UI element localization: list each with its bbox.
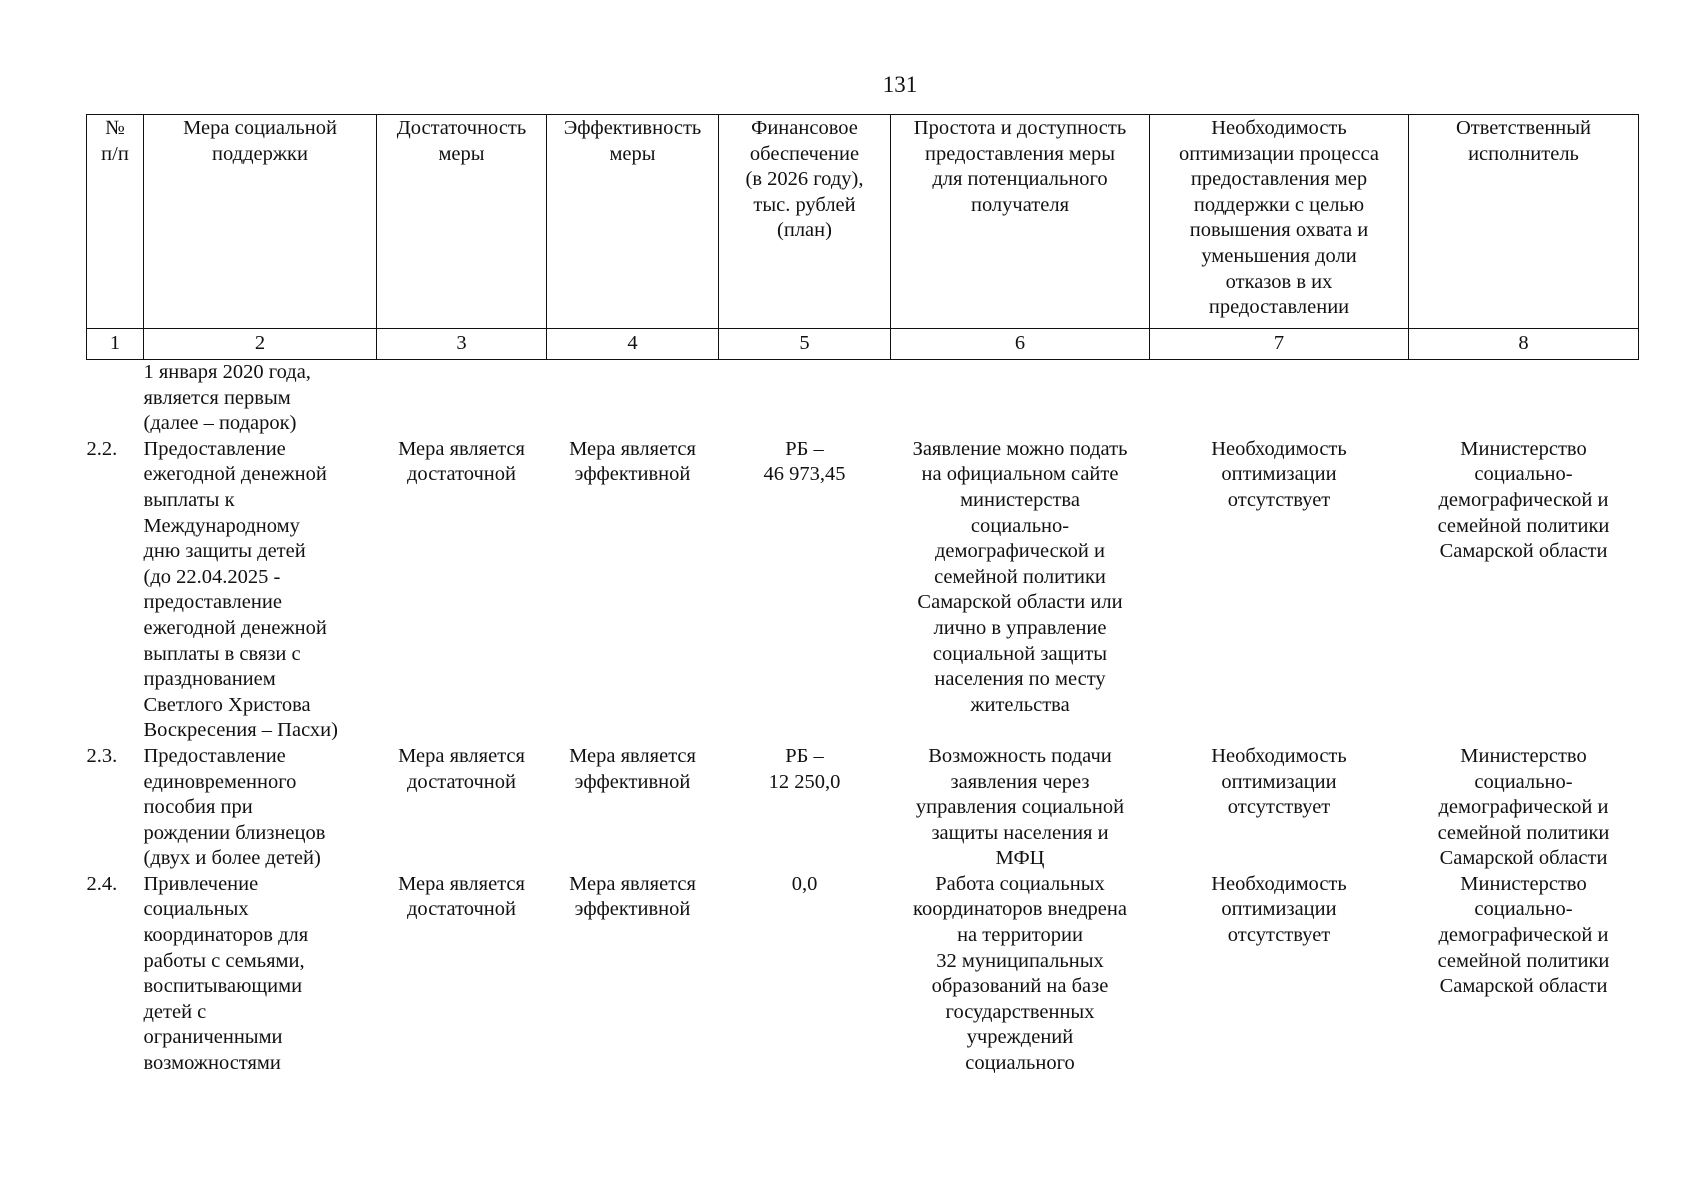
column-number: 7 (1150, 329, 1409, 360)
continuation-measure-cell: 1 января 2020 года, является первым (далее – подарок) (143, 361, 311, 435)
page-number: 131 (882, 72, 918, 97)
column-number: 4 (547, 329, 719, 360)
sufficiency-cell: Мера является достаточной (398, 872, 525, 921)
column-number: 2 (144, 329, 377, 360)
effectiveness-cell: Мера является эффективной (569, 437, 696, 486)
column-number: 1 (87, 329, 144, 360)
measure-cell: Привлечение социальных координаторов для работы с семьями, воспитывающими детей с ограниченными возможностями (143, 872, 309, 1075)
optimization-cell: Необходимость оптимизации отсутствует (1211, 872, 1347, 947)
header-financing: Финансовое обеспечение (в 2026 году), тыс. рублей (план) (719, 115, 891, 329)
column-number: 6 (891, 329, 1150, 360)
optimization-cell: Необходимость оптимизации отсутствует (1211, 437, 1347, 511)
header-accessibility: Простота и доступность предоставления меры для потенциального получателя (891, 115, 1150, 329)
row-number-cell: 2.4. (86, 872, 118, 895)
responsible-cell: Министерство социально- демографической и семейной политики Самарской области (1437, 744, 1610, 870)
sufficiency-cell: Мера является достаточной (398, 744, 525, 793)
header-effectiveness: Эффективность меры (547, 115, 719, 329)
effectiveness-cell: Мера является эффективной (569, 744, 696, 793)
financing-cell: РБ – 46 973,45 (763, 437, 846, 486)
financing-cell: 0,0 (791, 872, 818, 895)
responsible-cell: Министерство социально- демографической и семейной политики Самарской области (1437, 437, 1610, 563)
header-measure: Мера социальной поддержки (144, 115, 377, 329)
column-number: 5 (719, 329, 891, 360)
header-sufficiency: Достаточность меры (377, 115, 547, 329)
sufficiency-cell: Мера является достаточной (398, 437, 525, 486)
optimization-cell: Необходимость оптимизации отсутствует (1211, 744, 1347, 819)
column-number: 3 (377, 329, 547, 360)
row-number-cell: 2.2. (86, 437, 118, 460)
table-row (87, 744, 1639, 872)
financing-cell: РБ – 12 250,0 (768, 744, 841, 793)
accessibility-cell: Заявление можно подать на официальном сайте министерства социально- демографической и семейной политики Самарской области или лично в управление социальной защиты населения по месту жительства (912, 437, 1128, 716)
column-number: 8 (1409, 329, 1639, 360)
measure-cell: Предоставление единовременного пособия при рождении близнецов (двух и более детей) (143, 744, 326, 870)
accessibility-cell: Работа социальных координаторов внедрена на территории 32 муниципальных образований на базе государственных учреждений социального (913, 872, 1127, 1075)
column-numbering-row (87, 329, 1639, 360)
effectiveness-cell: Мера является эффективной (569, 872, 696, 921)
table-row (87, 437, 1639, 744)
responsible-cell: Министерство социально- демографической и семейной политики Самарской области (1437, 872, 1610, 998)
continuation-row (87, 360, 1639, 437)
table-row (87, 872, 1639, 1077)
measure-cell: Предоставление ежегодной денежной выплаты к Международному дню защиты детей (до 22.04.2025 - предоставление ежегодной денежной выплаты в связи с празднованием Светлого Христова Воскресения – Пасхи) (143, 437, 338, 742)
accessibility-cell: Возможность подачи заявления через управления социальной защиты населения и МФЦ (915, 744, 1125, 870)
header-row (87, 115, 1639, 329)
header-responsible: Ответственный исполнитель (1409, 115, 1639, 329)
header-optimization: Необходимость оптимизации процесса предоставления мер поддержки с целью повышения охвата и уменьшения доли отказов в их предоставлении (1150, 115, 1409, 329)
header-number: № п/п (87, 115, 144, 329)
social-support-table (86, 114, 1639, 1077)
row-number-cell: 2.3. (86, 744, 118, 767)
